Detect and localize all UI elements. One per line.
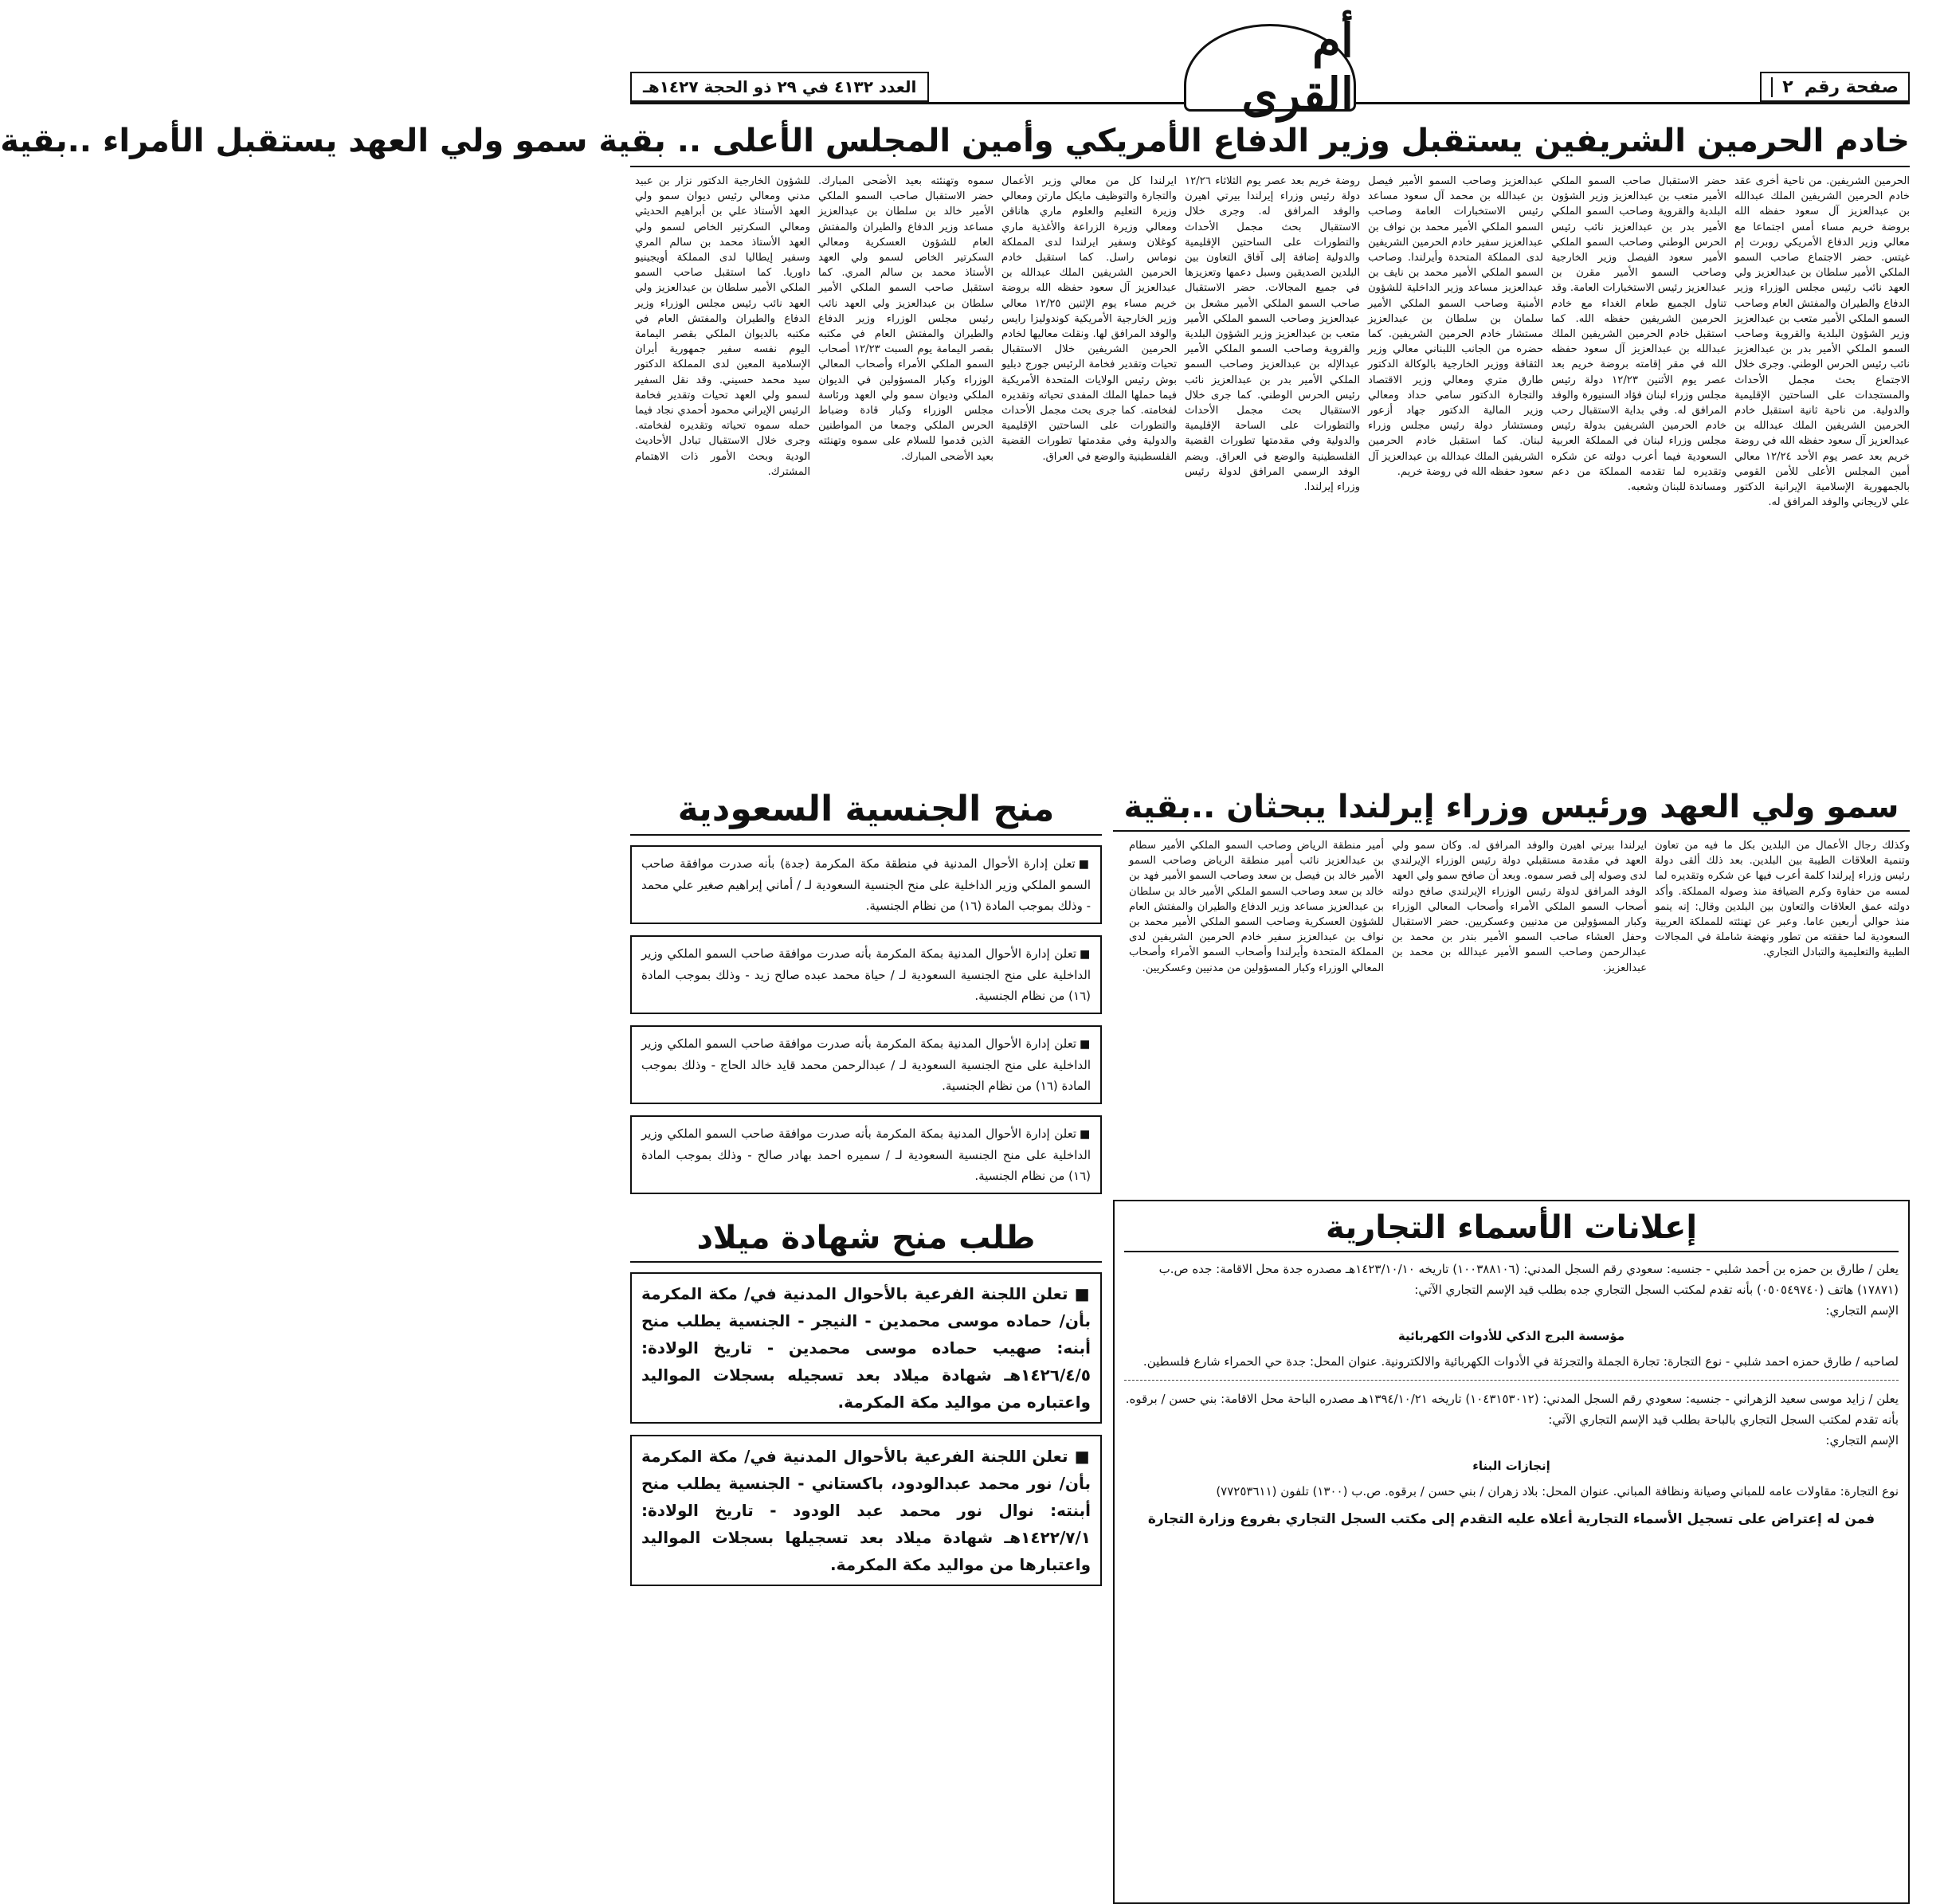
newspaper-logo: أم القرى <box>1184 24 1356 112</box>
nationality-rule <box>630 834 1102 836</box>
masthead <box>630 14 1910 122</box>
article-column: عبدالعزيز وصاحب السمو الأمير فيصل بن عبدالله بن محمد آل سعود مساعد رئيس الاستخبارات العامة وصاحب السمو الملكي الأمير محمد بن نواف بن عبدالعزيز سفير خادم الحرمين الشريفين لدى المملكة المتحدة وأيرلندا. وصاحب السمو الملكي الأمير محمد بن نايف بن عبدالعزيز مساعد وزير الداخلية للشؤون الأمنية وصاحب السمو الملكي الأمير سلمان بن سلطان بن عبدالعزيز مستشار خادم الحرمين الشريفين. كما حضره من الجانب اللبناني معالي وزير الثقافة ووزير الخارجية بالوكالة الدكتور طارق متري ومعالي وزير الاقتصاد والتجارة الدكتور سامي حداد ومعالي وزير المالية الدكتور جهاد أزعور ومستشار دولة رئيس مجلس وزراء لبنان. كما استقبل خادم الحرمين الشريفين الملك عبدالله بن عبدالعزيز آل سعود حفظه الله في روضة خريم. <box>1368 175 1543 478</box>
nationality-headline: منح الجنسية السعودية <box>677 789 1055 829</box>
commercial-ads-box <box>1113 1200 1910 1904</box>
birth-headline: طلب منح شهادة ميلاد <box>696 1220 1036 1256</box>
main-headline: خادم الحرمين الشريفين يستقبل وزير الدفاع الأمريكي وأمين المجلس الأعلى .. بقية سمو ولي العهد يستقبل الأمراء ..بقية <box>0 123 1910 159</box>
page-label: صفحة رقم <box>1804 76 1899 97</box>
sub-columns <box>1113 838 1910 1189</box>
nationality-notice: ■تعلن إدارة الأحوال المدنية بمكة المكرمة بأنه صدرت موافقة صاحب السمو الملكي وزير الداخلية على منح الجنسية السعودية لـ / حياة محمد عبده صالح زيد - وذلك بموجب المادة (١٦) من نظام الجنسية. <box>630 935 1102 1014</box>
lower-section <box>630 789 1910 1904</box>
square-bullet-icon: ■ <box>1080 1128 1091 1141</box>
article-column: ايرلندا كل من معالي وزير الأعمال والتجارة والتوظيف مايكل مارتن ومعالي وزيرة التعليم والعلوم ماري هاناقن ومعالي وزيرة الزراعة والأغذية ماري كوغلان وسفير ايرلندا لدى المملكة نوماس راسل. كما استقبل خادم الحرمين الشريفين الملك عبدالله بن عبدالعزيز آل سعود حفظه الله بروضة خريم مساء يوم الإثنين ١٢/٢٥ معالي وزير الخارجية الأمريكية كوندوليزا رايس والوفد المرافق لها. ونقلت معاليها لخادم الحرمين الشريفين خلال الاستقبال تحيات وتقدير فخامة الرئيس جورج دبليو بوش رئيس الولايات المتحدة الأمريكية فيما حملها الملك المفدى تحياته وتقديره لفخامته. كما جرى بحث مجمل الأحداث والتطورات على الساحتين الإقليمية والدولية وفي مقدمتها تطورات القضية الفلسطينية والوضع في العراق. <box>1001 175 1177 463</box>
nationality-notice: ■تعلن إدارة الأحوال المدنية بمكة المكرمة بأنه صدرت موافقة صاحب السمو الملكي وزير الداخلية على منح الجنسية السعودية لـ / عبدالرحمن محمد قايد خالد الحاج - وذلك بموجب المادة (١٦) من نظام الجنسية. <box>630 1025 1102 1104</box>
article-column: حضر الاستقبال صاحب السمو الملكي الأمير متعب بن عبدالعزيز وزير الشؤون البلدية والقروية وصاحب السمو الملكي الأمير بدر بن عبدالعزيز نائب رئيس الحرس الوطني وصاحب السمو الملكي الأمير سعود الفيصل وزير الخارجية وصاحب السمو الأمير مقرن بن عبدالعزيز رئيس الاستخبارات العامة. وقد تناول الجميع طعام الغداء مع خادم الحرمين الشريفين حفظه الله. كما استقبل خادم الحرمين الشريفين الملك عبدالله بن عبدالعزيز آل سعود حفظه الله في مقر إقامته بروضة خريم بعد عصر يوم الأثنين ١٢/٢٣ دولة رئيس مجلس وزراء لبنان فؤاد السنيورة والوفد المرافق له. وفي بداية الاستقبال رحب خادم الحرمين الشريفين بدولة رئيس مجلس وزراء لبنان في المملكة العربية السعودية فيما أعرب دولته عن شكره وتقديره لما تقدمه المملكة من دعم ومساندة للبنان وشعبه. <box>1551 175 1726 494</box>
article-column: للشؤون الخارجية الدكتور نزار بن عبيد مدني ومعالي رئيس ديوان سمو ولي العهد الأستاذ علي بن أبراهيم الحديثي ومعالي السكرتير الخاص لسمو ولي العهد الأستاذ محمد بن سالم المري وسفير إيطاليا لدى المملكة أويجينيو داوريا. كما استقبل صاحب السمو الملكي الأمير سلطان بن عبدالعزيز ولي العهد نائب رئيس مجلس الوزراء وزير الدفاع والطيران والمفتش العام في مكتبه بالديوان الملكي بقصر اليمامة اليوم نفسه سفير جمهورية أيران الإسلامية المعين لدى المملكة الدكتور سيد محمد حسيني. وقد نقل السفير لسمو ولي العهد تحيات وتقدير فخامة الرئيس الإيراني محمود أحمدي نجاد فيما حمله سموه تحياته وتقديره لفخامته. وجرى خلال الاستقبال تبادل الأحاديث الودية وبحث الأمور ذات الاهتمام المشترك. <box>635 175 810 478</box>
birth-notice: ■ تعلن اللجنة الفرعية بالأحوال المدنية في/ مكة المكرمة بأن/ حماده موسى محمدين - النيجر - الجنسية يطلب منح أبنه: صهيب حماده موسى محمدين - تاريخ الولادة: ١٤٢٦/٤/٥هـ شهادة ميلاد بعد تسجيله بسجلات المواليد واعتباره من مواليد مكة المكرمة. <box>630 1272 1102 1424</box>
page-number-box <box>1760 72 1910 102</box>
sub-headline-rule <box>1113 830 1910 832</box>
article-column: أمير منطقة الرياض وصاحب السمو الملكي الأمير سطام بن عبدالعزيز نائب أمير منطقة الرياض وصاحب السمو الأمير خالد بن فيصل بن سعد وصاحب السمو الأمير فهد بن خالد بن سعد وصاحب السمو الملكي الأمير خالد بن سلطان بن عبدالعزيز مساعد وزير الدفاع والطيران والمفتش العام للشؤون العسكرية وصاحب السمو الملكي الأمير محمد بن نواف بن عبدالعزيز سفير خادم الحرمين الشريفين لدى المملكة المتحدة وأيرلندا وأصحاب السمو الأمراء وأصحاب المعالي الوزراء وكبار المسؤولين من مدنيين وعسكريين. <box>1129 840 1384 974</box>
ads-headline: إعلانات الأسماء التجارية <box>1325 1209 1698 1246</box>
square-bullet-icon: ■ <box>1068 1284 1091 1303</box>
nationality-notice: ■تعلن إدارة الأحوال المدنية في منطقة مكة المكرمة (جدة) بأنه صدرت موافقة صاحب السمو الملكي وزير الداخلية على منح الجنسية السعودية لـ / أماني إبراهيم صغير علي محمد - وذلك بموجب المادة (١٦) من نظام الجنسية. <box>630 845 1102 924</box>
ads-rule <box>1124 1251 1899 1252</box>
upper-columns <box>630 174 1910 779</box>
left-portion <box>630 789 1102 1904</box>
birth-notice: ■ تعلن اللجنة الفرعية بالأحوال المدنية في/ مكة المكرمة بأن/ نور محمد عبدالودود، باكستاني - الجنسية يطلب منح أبنته: نوال نور محمد عبد الودود - تاريخ الولادة: ١٤٢٢/٧/١هـ شهادة ميلاد بعد تسجيلها بسجلات المواليد واعتبارها من مواليد مكة المكرمة. <box>630 1435 1102 1586</box>
article-column: الحرمين الشريفين. من ناحية أخرى عقد خادم الحرمين الشريفين الملك عبدالله بن عبدالعزيز آل سعود حفظه الله بروضة خريم مساء أمس اجتماعا مع معالي وزير الدفاع الأمريكي روبرت إم غيتس. حضر الاجتماع صاحب السمو الملكي الأمير سلطان بن عبدالعزيز ولي العهد نائب رئيس مجلس الوزراء وزير الدفاع والطيران والمفتش العام وصاحب السمو الملكي الأمير متعب بن عبدالعزيز وزير الشؤون البلدية والقروية وصاحب السمو الملكي الأمير بدر بن عبدالعزيز نائب رئيس الحرس الوطني. وجرى خلال الاجتماع بحث مجمل الأحداث والمستجدات على الساحتين الإقليمية والدولية. من ناحية ثانية استقبل خادم الحرمين الشريفين الملك عبدالله بن عبدالعزيز آل سعود حفظه الله في روضة خريم بعد عصر يوم الأحد ١٢/٢٤ معالي أمين المجلس الأعلى للأمن القومي بالجمهورية الإسلامية الإيرانية الدكتور علي لاريجاني والوفد المرافق له. <box>1734 175 1910 509</box>
ad-divider <box>1124 1380 1899 1381</box>
ad-trade-name: مؤسسة البرج الذكي للأدوات الكهربائية <box>1397 1329 1625 1343</box>
sub-headline: سمو ولي العهد ورئيس وزراء إيرلندا يبحثان ..بقية <box>1123 789 1899 825</box>
article-column: روضة خريم بعد عصر يوم الثلاثاء ١٢/٢٦ دولة رئيس وزراء إيرلندا بيرتي اهيرن والوفد المرافق له. وجرى خلال الاستقبال بحث مجمل الأحداث والتطورات على الساحتين الإقليمية والدولية إضافة إلى آفاق التعاون بين البلدين الصديقين وسبل دعمها وتعزيزها في جميع المجالات. حضر الاستقبال صاحب السمو الملكي الأمير مشعل بن عبدالعزيز وصاحب السمو الملكي الأمير متعب بن عبدالعزيز وزير الشؤون البلدية والقروية وصاحب السمو الملكي الأمير عبدالإله بن عبدالعزيز وصاحب السمو الملكي الأمير بدر بن عبدالعزيز نائب رئيس الحرس الوطني. كما جرى خلال الاستقبال بحث مجمل الأحداث والتطورات على الساحة الإقليمية والدولية وفي مقدمتها تطورات القضية الفلسطينية والوضع في العراق. ويضم الوفد الرسمي المرافق لدولة رئيس وزراء إيرلندا. <box>1185 175 1360 494</box>
ad-details: لصاحبه / طارق حمزه احمد شلبي - نوع التجارة: تجارة الجملة والتجزئة في الأدوات الكهربائية والالكترونية. عنوان المحل: جدة حي الحمراء شارع فلسطين. <box>1142 1354 1899 1369</box>
ad-trade-name: إنجازات البناء <box>1472 1459 1550 1473</box>
square-bullet-icon: ■ <box>1080 1038 1091 1051</box>
square-bullet-icon: ■ <box>1068 1447 1091 1466</box>
ad-name-label: الإسم التجاري: <box>1825 1433 1899 1448</box>
headline-rule <box>630 166 1910 167</box>
square-bullet-icon: ■ <box>1078 858 1091 871</box>
ad-name-label: الإسم التجاري: <box>1825 1303 1899 1318</box>
issue-info: العدد ٤١٣٢ في ٢٩ ذو الحجة ١٤٢٧هـ <box>630 72 929 102</box>
nationality-notice: ■تعلن إدارة الأحوال المدنية بمكة المكرمة بأنه صدرت موافقة صاحب السمو الملكي وزير الداخلية على منح الجنسية السعودية لـ / سميره احمد بهادر صالح - وذلك بموجب المادة (١٦) من نظام الجنسية. <box>630 1115 1102 1194</box>
page-number: ٢ <box>1771 77 1793 97</box>
square-bullet-icon: ■ <box>1080 948 1091 961</box>
commercial-ad <box>1124 1389 1899 1502</box>
article-column: ايرلندا بيرتي اهيرن والوفد المرافق له. وكان سمو ولي العهد في مقدمة مستقبلي دولة رئيس الوزراء الإيرلندي لدى وصوله إلى قصر سموه. وبعد أن صافح سمو ولي العهد الوفد المرافق لدولة رئيس الوزراء الإيرلندي صافح دولته أصحاب السمو الملكي الأمراء وأصحاب المعالي الوزراء وكبار المسؤولين من مدنيين وعسكريين. حضر الاستقبال وحفل العشاء صاحب السمو الأمير بندر بن محمد بن عبدالرحمن وصاحب السمو الأمير عبدالله بن محمد بن عبدالعزيز. <box>1392 840 1647 974</box>
article-column: سموه وتهنئته بعيد الأضحى المبارك. حضر الاستقبال صاحب السمو الملكي الأمير خالد بن سلطان بن عبدالعزيز مساعد وزير الدفاع والطيران والمفتش العام للشؤون العسكرية ومعالي السكرتير الخاص لسمو ولي العهد الأستاذ محمد بن سالم المري. كما استقبل صاحب السمو الملكي الأمير سلطان بن عبدالعزيز ولي العهد نائب رئيس مجلس الوزراء وزير الدفاع والطيران والمفتش العام في مكتبه بقصر اليمامة يوم السبت ١٢/٢٣ أصحاب السمو الملكي الأمراء وأصحاب المعالي الوزراء وكبار المسؤولين في الديوان الملكي وديوان سمو ولي العهد ورئاسة مجلس الوزراء وكبار قادة وضباط الحرس الملكي وجمعا من المواطنين الذين قدموا للسلام على سموه وتهنئته بعيد الأضحى المبارك. <box>818 175 994 463</box>
article-column: وكذلك رجال الأعمال من البلدين بكل ما فيه من تعاون وتنمية العلاقات الطيبة بين البلدين. بعد ذلك ألقى دولة رئيس وزراء إيرلندا كلمة أعرب فيها عن شكره وتقديره لما لمسه من حفاوة وكرم الضيافة منذ وصوله المملكة. وأكد دولته عمق العلاقات والتعاون بين البلدين وقال: إنه ينمو منذ حوالي أربعين عاما. وعبر عن تهنئته للمملكة العربية السعودية لما حققته من تطور ونهضة شاملة في المجالات الطبية والتعليمية والتبادل التجاري. <box>1655 840 1910 959</box>
ad-details: نوع التجارة: مقاولات عامه للمباني وصيانة ونظافة المباني. عنوان المحل: بلاد زهران / بني حسن / برقوه. ص.ب (١٣٠٠) تلفون (٧٧٢٥٣٦١١) <box>1216 1484 1899 1499</box>
birth-rule <box>630 1261 1102 1263</box>
ad-text: يعلن / زايد موسى سعيد الزهراني - جنسيه: سعودي رقم السجل المدني: (١٠٤٣١٥٣٠١٢) تاريخه ١٣٩٤/١٠/٢١هـ مصدره الباحة محل الاقامة: بني حسن / برقوه. بأنه تقدم لمكتب السجل التجاري بالباحة بطلب قيد الإسم التجاري الآتي: <box>1125 1392 1899 1427</box>
right-portion <box>1113 789 1910 1904</box>
commercial-ad <box>1124 1259 1899 1381</box>
ad-text: يعلن / طارق بن حمزه بن أحمد شلبي - جنسيه: سعودي رقم السجل المدني: (١٠٠٣٨٨١٠٦) تاريخه ١٤٢٣/١٠/١٠هـ مصدره جدة محل الاقامة: جده ص.ب (١٧٨٧١) هاتف (٠٥٠٥٤٩٧٤٠) بأنه تقدم لمكتب السجل التجاري جده بطلب قيد الإسم التجاري الآتي: <box>1158 1262 1899 1297</box>
ads-footer-note: فمن له إعتراض على تسجيل الأسماء التجارية أعلاه عليه التقدم إلى مكتب السجل التجاري بفروع وزارة التجارة <box>1147 1511 1875 1527</box>
